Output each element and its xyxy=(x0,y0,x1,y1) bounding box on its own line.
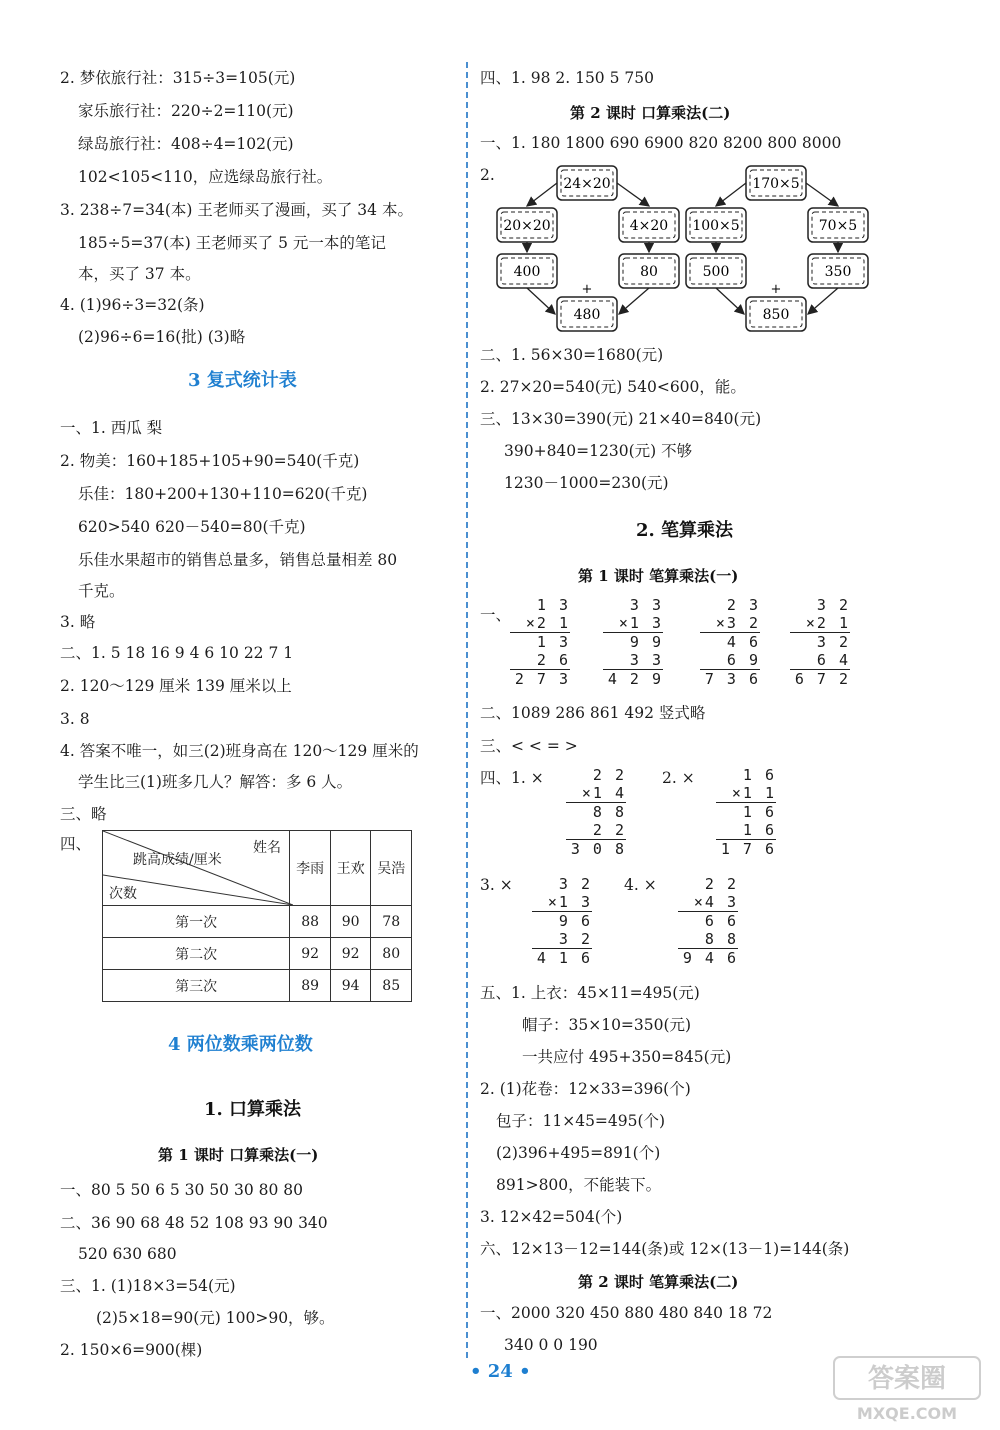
flow-arrow xyxy=(527,288,555,314)
table-cell: 88 xyxy=(290,906,331,938)
answer-line: 千克。 xyxy=(78,582,125,600)
answer-line: 二、1. 5 18 16 9 4 6 10 22 7 1 xyxy=(60,644,294,662)
section-heading-written: 2. 笔算乘法 xyxy=(636,520,734,541)
vm-row: 6 9 xyxy=(700,651,760,670)
lesson-heading-1b: 第 1 课时 笔算乘法(一) xyxy=(578,567,739,585)
answer-line: (2)396+495=891(个) xyxy=(496,1144,661,1162)
vm-row: 6 7 2 xyxy=(794,670,850,688)
table-row xyxy=(103,906,412,938)
answer-line: 4. × xyxy=(624,876,657,894)
vm-row: ×1 3 xyxy=(603,614,663,633)
answer-line: 891>800，不能装下。 xyxy=(496,1176,662,1194)
answer-line: 四、 xyxy=(60,835,92,853)
answer-line: 2. × xyxy=(662,769,695,787)
vertical-multiplication xyxy=(790,596,850,688)
page-number: • 24 • xyxy=(470,1361,531,1382)
answer-line: 四、1. × xyxy=(480,769,544,787)
vm-row: 9 4 6 xyxy=(682,949,738,967)
vm-row: 7 3 6 xyxy=(704,670,760,688)
corner-count-label: 次数 xyxy=(109,886,137,902)
flow-arrow xyxy=(808,288,838,314)
right-result-text: 80 xyxy=(640,264,658,280)
flow-arrow xyxy=(716,288,744,314)
vm-row: 1 6 xyxy=(742,766,776,784)
table-cell: 78 xyxy=(371,906,412,938)
answer-line: 乐佳水果超市的销售总量多，销售总量相差 80 xyxy=(78,551,398,569)
table-cell: 92 xyxy=(330,938,371,970)
plus-sign: + xyxy=(770,282,782,297)
vertical-multiplication xyxy=(678,875,738,967)
answer-line: 3. 8 xyxy=(60,710,90,728)
vm-row: 6 4 xyxy=(790,651,850,670)
answer-line: 绿岛旅行社：408÷4=102(元) xyxy=(78,135,294,153)
flow-arrow xyxy=(716,183,746,206)
answer-line: 390+840=1230(元) 不够 xyxy=(504,442,693,460)
name-header: 王欢 xyxy=(330,831,371,906)
answer-line: 二、1. 56×30=1680(元) xyxy=(480,346,664,364)
answer-line: 二、36 90 68 48 52 108 93 90 340 xyxy=(60,1214,328,1232)
right-text: 70×5 xyxy=(818,218,858,234)
vertical-multiplication xyxy=(603,596,663,688)
table-cell: 80 xyxy=(371,938,412,970)
flow-arrow xyxy=(806,183,838,206)
answer-line: 2. 150×6=900(棵) xyxy=(60,1341,203,1359)
vm-row: 2 2 xyxy=(566,821,626,840)
answer-line: 一、2000 320 450 880 480 840 18 72 xyxy=(480,1304,773,1322)
vertical-multiplication xyxy=(532,875,592,967)
vertical-multiplication xyxy=(566,766,626,858)
vm-row: 4 2 9 xyxy=(607,670,663,688)
lesson-heading-1: 第 1 课时 口算乘法(一) xyxy=(158,1146,319,1164)
answer-line: 2. 物美：160+185+105+90=540(千克) xyxy=(60,452,360,470)
answer-line: 三、< < = > xyxy=(480,737,578,755)
answer-line: 3. 12×42=504(个) xyxy=(480,1208,623,1226)
name-header: 李雨 xyxy=(290,831,331,906)
answer-line: (2)5×18=90(元) 100>90，够。 xyxy=(96,1309,335,1327)
vm-row: 3 3 xyxy=(629,596,663,614)
table-cell: 94 xyxy=(330,970,371,1002)
answer-line: (2)96÷6=16(批) (3)略 xyxy=(78,328,246,346)
table-row xyxy=(103,970,412,1002)
vm-row: 6 6 xyxy=(704,912,738,930)
answer-line: 620>540 620－540=80(千克) xyxy=(78,518,306,536)
watermark-logo xyxy=(832,1355,982,1425)
svg-text:MXQE.COM: MXQE.COM xyxy=(856,1404,958,1423)
left-text: 100×5 xyxy=(692,218,740,234)
answer-line: 一、80 5 50 6 5 30 50 30 80 80 xyxy=(60,1181,303,1199)
vm-row: 1 6 xyxy=(742,803,776,821)
vm-row: 1 7 6 xyxy=(720,840,776,858)
answer-line: 本，买了 37 本。 xyxy=(78,265,201,283)
answer-line: 2. (1)花卷：12×33=396(个) xyxy=(480,1080,691,1098)
vm-row: 3 2 xyxy=(816,633,850,651)
flow-diagrams xyxy=(0,0,1000,340)
table-row xyxy=(103,938,412,970)
answer-line: 3. × xyxy=(480,876,513,894)
vm-row: 2 2 xyxy=(704,875,738,893)
vertical-multiplication xyxy=(716,766,776,858)
vm-row: ×3 2 xyxy=(700,614,760,633)
answer-line: 三、略 xyxy=(60,805,107,823)
vm-row: 8 8 xyxy=(678,930,738,949)
row-label: 第二次 xyxy=(103,938,290,970)
lesson-heading-2: 第 2 课时 口算乘法(二) xyxy=(570,104,731,122)
top-text: 24×20 xyxy=(563,176,611,192)
vm-row: 3 3 xyxy=(603,651,663,670)
vm-row: 3 0 8 xyxy=(570,840,626,858)
name-header: 吴浩 xyxy=(371,831,412,906)
table-cell: 85 xyxy=(371,970,412,1002)
answer-line: 二、1089 286 861 492 竖式略 xyxy=(480,704,706,722)
vm-row: 8 8 xyxy=(592,803,626,821)
answer-line: 一、1. 180 1800 690 6900 820 8200 800 8000 xyxy=(480,134,842,152)
row-label: 第三次 xyxy=(103,970,290,1002)
answer-line: 学生比三(1)班多几人？解答：多 6 人。 xyxy=(78,773,353,791)
answer-line: 1230－1000=230(元) xyxy=(504,474,669,492)
answer-line: 520 630 680 xyxy=(78,1245,177,1263)
table-cell: 92 xyxy=(290,938,331,970)
left-result-text: 500 xyxy=(702,264,730,280)
answer-line: 一、1. 西瓜 梨 xyxy=(60,419,163,437)
answer-line: 3. 略 xyxy=(60,613,96,631)
answer-line: 三、1. (1)18×3=54(元) xyxy=(60,1277,236,1295)
vm-row: 4 1 6 xyxy=(536,949,592,967)
row-label: 第一次 xyxy=(103,906,290,938)
right-text: 4×20 xyxy=(629,218,669,234)
answer-line: 帽子：35×10=350(元) xyxy=(522,1016,692,1034)
vm-row: ×1 3 xyxy=(532,893,592,912)
vm-row: 2 6 xyxy=(510,651,570,670)
answer-line: 3. 238÷7=34(本) 王老师买了漫画，买了 34 本。 xyxy=(60,201,413,219)
diagram-170x5 xyxy=(686,166,868,331)
vm-row: ×4 3 xyxy=(678,893,738,912)
vm-row: 4 6 xyxy=(726,633,760,651)
vm-row: 9 6 xyxy=(558,912,592,930)
vm-row: 1 3 xyxy=(536,633,570,651)
answer-line: 2. 梦依旅行社：315÷3=105(元) xyxy=(60,69,296,87)
vm-row: 3 2 xyxy=(558,875,592,893)
table-cell: 90 xyxy=(330,906,371,938)
left-text: 20×20 xyxy=(503,218,551,234)
right-result-text: 350 xyxy=(824,264,852,280)
vm-row: 1 3 xyxy=(536,596,570,614)
vm-row: 2 3 xyxy=(726,596,760,614)
left-result-text: 400 xyxy=(513,264,541,280)
answer-line: 乐佳：180+200+130+110=620(千克) xyxy=(78,485,368,503)
answer-line: 340 0 0 190 xyxy=(504,1336,598,1354)
unit-heading-3: 3 复式统计表 xyxy=(188,370,297,391)
corner-name-label: 姓名 xyxy=(253,840,281,856)
section-heading-oral: 1. 口算乘法 xyxy=(204,1099,302,1120)
sum-text: 480 xyxy=(573,307,601,323)
table-corner-header xyxy=(103,831,290,906)
vm-row: 2 2 xyxy=(592,766,626,784)
answer-line: 一、 xyxy=(480,606,512,624)
vm-row: ×2 1 xyxy=(510,614,570,633)
vm-row: ×1 1 xyxy=(716,784,776,803)
flow-arrow xyxy=(617,183,649,206)
lesson-heading-2b: 第 2 课时 笔算乘法(二) xyxy=(578,1273,739,1291)
vm-row: 2 7 3 xyxy=(514,670,570,688)
answer-line: 一共应付 495+350=845(元) xyxy=(522,1048,732,1066)
vm-row: ×2 1 xyxy=(790,614,850,633)
table-cell: 89 xyxy=(290,970,331,1002)
vm-row: 3 2 xyxy=(816,596,850,614)
vm-row: ×1 4 xyxy=(566,784,626,803)
answer-line: 三、13×30=390(元) 21×40=840(元) xyxy=(480,410,762,428)
top-text: 170×5 xyxy=(752,176,800,192)
answer-line: 五、1. 上衣：45×11=495(元) xyxy=(480,984,700,1002)
answer-line: 包子：11×45=495(个) xyxy=(496,1112,666,1130)
high-jump-table xyxy=(102,830,412,1002)
answer-line: 102<105<110，应选绿岛旅行社。 xyxy=(78,168,333,186)
diagram-24x20 xyxy=(497,166,679,331)
answer-line: 六、12×13－12=144(条)或 12×(13－1)=144(条) xyxy=(480,1240,850,1258)
flow-arrow xyxy=(619,288,649,314)
vm-row: 1 6 xyxy=(716,821,776,840)
vm-row: 9 9 xyxy=(629,633,663,651)
plus-sign: + xyxy=(581,282,593,297)
answer-line: 185÷5=37(本) 王老师买了 5 元一本的笔记 xyxy=(78,234,386,252)
answer-line: 2. 27×20=540(元) 540<600，能。 xyxy=(480,378,746,396)
unit-heading-4: 4 两位数乘两位数 xyxy=(168,1034,313,1055)
vm-row: 3 2 xyxy=(532,930,592,949)
corner-score-label: 跳高成绩/厘米 xyxy=(133,852,222,868)
answer-line: 2. xyxy=(480,166,495,184)
answer-line: 4. 答案不唯一，如三(2)班身高在 120～129 厘米的 xyxy=(60,742,419,760)
answer-line: 家乐旅行社：220÷2=110(元) xyxy=(78,102,294,120)
sum-text: 850 xyxy=(762,307,790,323)
svg-text:答案圈: 答案圈 xyxy=(867,1364,947,1394)
flow-arrow xyxy=(527,183,557,206)
answer-line: 2. 120～129 厘米 139 厘米以上 xyxy=(60,677,292,695)
answer-line: 四、1. 98 2. 150 5 750 xyxy=(480,69,654,87)
answer-line: 4. (1)96÷3=32(条) xyxy=(60,296,205,314)
vertical-multiplication xyxy=(700,596,760,688)
vertical-multiplication xyxy=(510,596,570,688)
